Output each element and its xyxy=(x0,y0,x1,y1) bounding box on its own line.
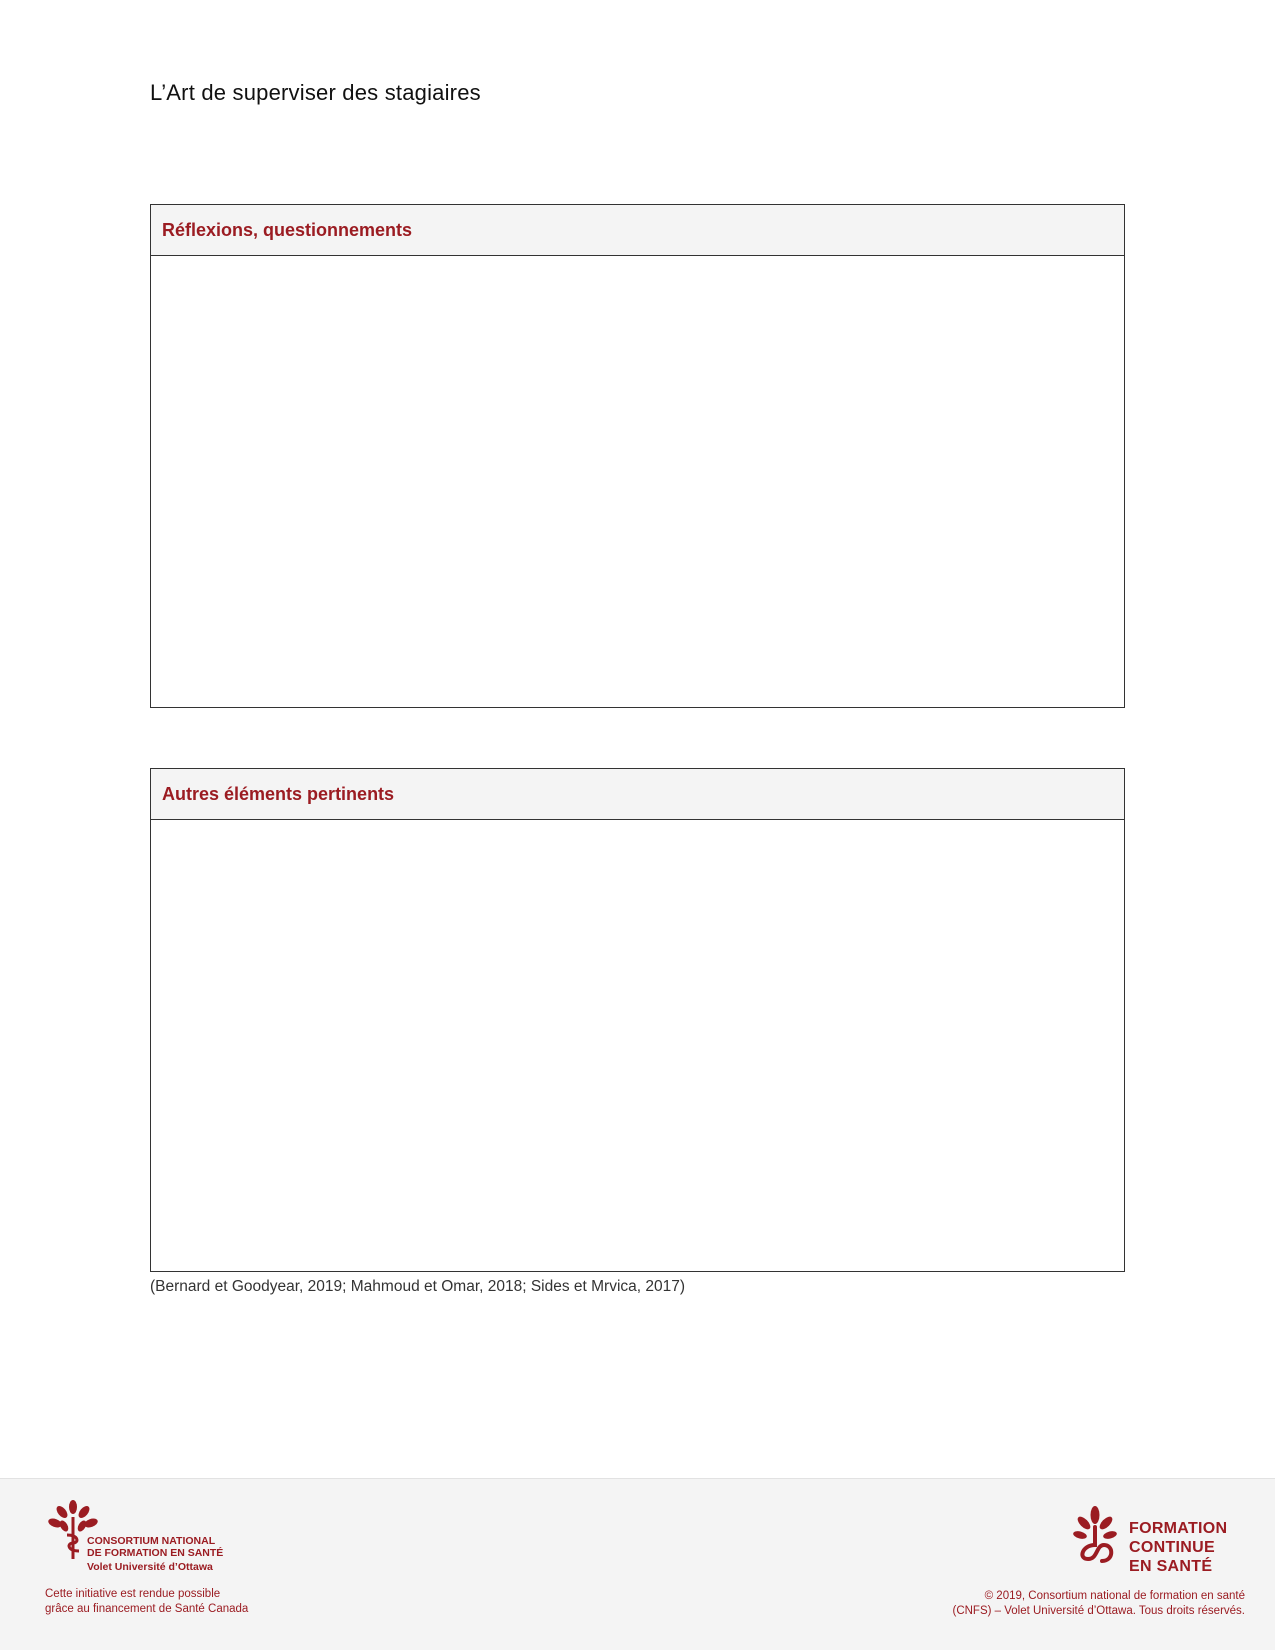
references-citation: (Bernard et Goodyear, 2019; Mahmoud et Omar, 2018; Sides et Mrvica, 2017) xyxy=(150,1278,686,1295)
funding-line2: grâce au financement de Santé Canada xyxy=(45,1603,249,1615)
other-elements-box xyxy=(150,768,1125,1272)
copyright-notice xyxy=(952,1589,1245,1619)
fcs-wordmark-line3: EN SANTÉ xyxy=(1129,1558,1213,1575)
funding-line1: Cette initiative est rendue possible xyxy=(45,1588,221,1600)
cnfs-name-line1: CONSORTIUM NATIONAL xyxy=(87,1535,216,1547)
other-elements-header xyxy=(151,769,1124,820)
cnfs-volet: Volet Université d’Ottawa xyxy=(87,1561,213,1573)
fcs-wordmark-line2: CONTINUE xyxy=(1129,1539,1215,1556)
copyright-line1: © 2019, Consortium national de formation en santé xyxy=(984,1590,1245,1602)
cnfs-name-line2: DE FORMATION EN SANTÉ xyxy=(87,1547,224,1559)
other-elements-heading: Autres éléments pertinents xyxy=(162,783,395,804)
reflections-writing-area[interactable] xyxy=(151,256,1124,707)
fcs-wordmark xyxy=(1129,1519,1227,1576)
funding-notice xyxy=(45,1587,248,1617)
cnfs-name xyxy=(87,1535,223,1559)
copyright-line2: (CNFS) – Volet Université d’Ottawa. Tous droits réservés. xyxy=(952,1605,1245,1617)
reflections-header xyxy=(151,205,1124,256)
fcs-wordmark-line1: FORMATION xyxy=(1129,1520,1228,1537)
fcs-leaf-logo-icon xyxy=(1072,1505,1118,1569)
document-title: L’Art de superviser des stagiaires xyxy=(150,80,481,105)
page-footer xyxy=(0,1478,1275,1650)
reflections-heading: Réflexions, questionnements xyxy=(162,219,413,240)
reflections-box xyxy=(150,204,1125,708)
other-elements-writing-area[interactable] xyxy=(151,820,1124,1271)
